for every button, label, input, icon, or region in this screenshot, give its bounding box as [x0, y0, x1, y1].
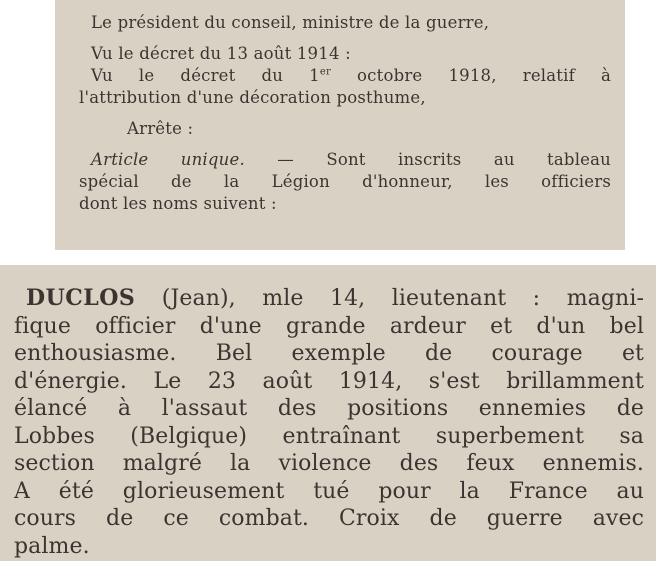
decree-header-clipping: [55, 0, 625, 250]
article-unique-line: [79, 149, 611, 171]
article-unique-text: — Sont inscrits au tableau: [244, 150, 611, 169]
citation-line-2: fique officier d'une grande ardeur et d'un bel: [14, 313, 644, 339]
decree-reference-1918: [79, 65, 611, 87]
citation-name: DUCLOS: [26, 285, 136, 311]
citation-line-6: Lobbes (Belgique) entraînant superbement sa: [14, 423, 644, 449]
citation-line-1-rest: (Jean), mle 14, lieutenant : magni-: [135, 286, 644, 311]
decree-attribution-line: l'attribution d'une décoration posthume,: [79, 88, 426, 107]
citation-line-9: cours de ce combat. Croix de guerre avec: [14, 506, 644, 531]
citation-line-10: palme.: [14, 533, 90, 559]
decree-reference-1918-prefix: Vu le décret du 1: [91, 66, 320, 85]
citation-line-5: élancé à l'assaut des positions ennemies de: [14, 396, 644, 421]
decree-reference-1918-suffix: octobre 1918, relatif à: [330, 66, 611, 85]
citation-line-1: [14, 285, 644, 313]
citation-line-4: d'énergie. Le 23 août 1914, s'est brillamment: [14, 368, 644, 394]
decree-reference-1918-superscript: er: [319, 66, 331, 78]
article-unique-label: Article unique.: [91, 150, 245, 169]
citation-clipping: [0, 265, 656, 561]
arrete-heading: Arrête :: [127, 119, 194, 138]
decree-minister-line: Le président du conseil, ministre de la guerre,: [91, 13, 490, 32]
article-line-3: dont les noms suivent :: [79, 194, 277, 213]
article-line-2: spécial de la Légion d'honneur, les officiers: [79, 172, 611, 191]
citation-line-7: section malgré la violence des feux ennemis.: [14, 451, 644, 476]
citation-line-8: A été glorieusement tué pour la France au: [14, 478, 644, 504]
decree-reference-1914: Vu le décret du 13 août 1914 :: [91, 44, 351, 63]
citation-line-3: enthousiasme. Bel exemple de courage et: [14, 341, 644, 366]
